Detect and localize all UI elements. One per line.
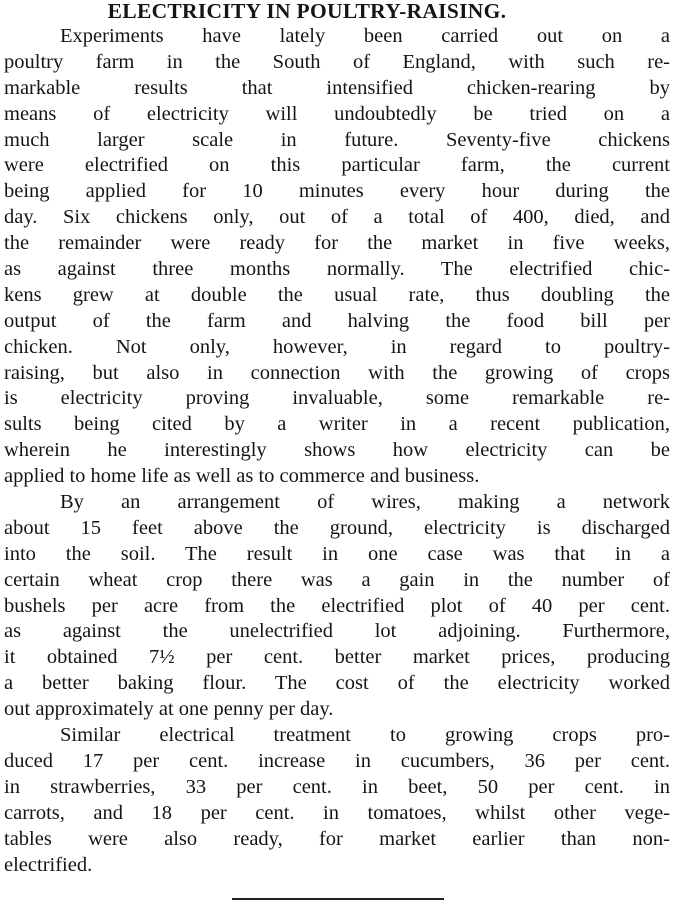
text-line: much larger scale in future. Seventy-five chickens xyxy=(4,128,670,151)
text-line: day. Six chickens only, out of a total of 400, died, and xyxy=(4,206,670,229)
text-line: means of electricity will undoubtedly be tried on a xyxy=(4,102,670,125)
text-line: duced 17 per cent. increase in cucumbers, 36 per cent. xyxy=(4,749,670,772)
text-line: raising, but also in connection with the growing of crops xyxy=(4,361,670,384)
text-line: out approximately at one penny per day. xyxy=(4,698,334,721)
text-line: is electricity proving invaluable, some remarkable re- xyxy=(4,387,670,410)
text-line: kens grew at double the usual rate, thus doubling the xyxy=(4,283,670,306)
text-line: were electrified on this particular farm, the current xyxy=(4,154,670,177)
text-line: as against the unelectrified lot adjoining. Furthermore, xyxy=(4,620,670,643)
text-line: as against three months normally. The electrified chic- xyxy=(4,258,670,281)
text-line: By an arrangement of wires, making a network xyxy=(60,491,670,514)
text-line: chicken. Not only, however, in regard to poultry- xyxy=(4,335,670,358)
text-line: markable results that intensified chicken-rearing by xyxy=(4,76,670,99)
text-line: the remainder were ready for the market in five weeks, xyxy=(4,232,670,255)
text-line: in strawberries, 33 per cent. in beet, 50 per cent. in xyxy=(4,775,670,798)
text-line: being applied for 10 minutes every hour during the xyxy=(4,180,670,203)
text-line: tables were also ready, for market earlier than non- xyxy=(4,827,670,850)
text-line: poultry farm in the South of England, with such re- xyxy=(4,50,670,73)
article-body xyxy=(4,24,670,878)
article xyxy=(4,0,670,878)
text-line: wherein he interestingly shows how electricity can be xyxy=(4,439,670,462)
section-divider xyxy=(232,898,444,900)
text-line: into the soil. The result in one case was that in a xyxy=(4,542,670,565)
article-paragraph xyxy=(4,723,670,878)
text-line: about 15 feet above the ground, electricity is discharged xyxy=(4,516,670,539)
text-line: it obtained 7½ per cent. better market prices, producing xyxy=(4,646,670,669)
text-line: a better baking flour. The cost of the electricity worked xyxy=(4,672,670,695)
text-line: Experiments have lately been carried out on a xyxy=(60,25,670,47)
text-line: Similar electrical treatment to growing crops pro- xyxy=(60,724,670,747)
text-line: electrified. xyxy=(4,853,93,876)
article-paragraph xyxy=(4,24,670,490)
text-line: applied to home life as well as to commerce and business. xyxy=(4,465,480,488)
article-paragraph xyxy=(4,490,670,723)
text-line: output of the farm and halving the food bill per xyxy=(4,309,670,332)
article-headline: ELECTRICITY IN POULTRY-RAISING. xyxy=(107,0,507,23)
text-line: sults being cited by a writer in a recent publication, xyxy=(4,413,670,436)
text-line: bushels per acre from the electrified plot of 40 per cent. xyxy=(4,594,670,617)
text-line: carrots, and 18 per cent. in tomatoes, whilst other vege- xyxy=(4,801,670,824)
text-line: certain wheat crop there was a gain in the number of xyxy=(4,568,670,591)
